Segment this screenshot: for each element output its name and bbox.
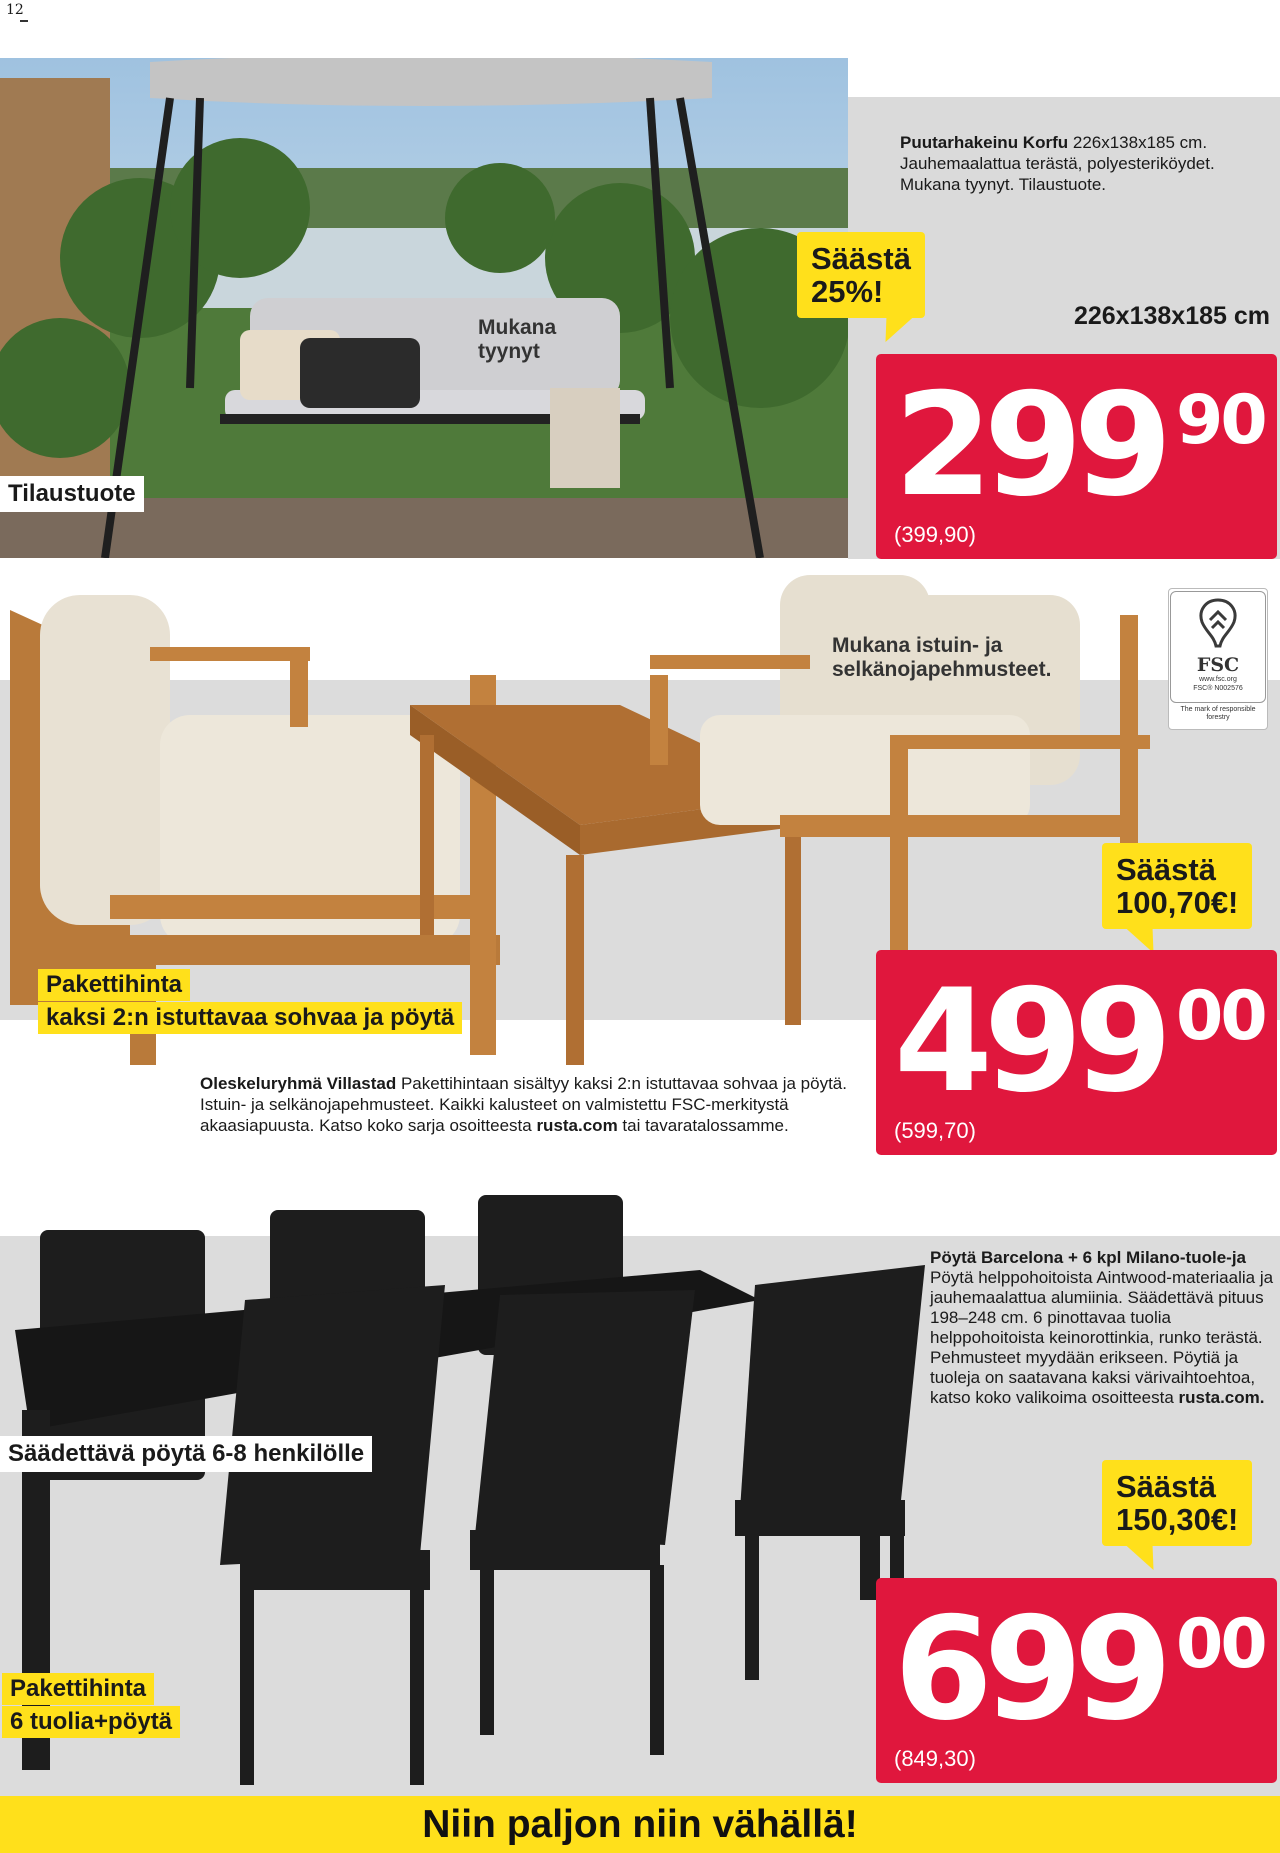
fsc-code: FSC® N002576 xyxy=(1193,685,1243,692)
fsc-name: FSC xyxy=(1196,654,1240,676)
swing-title: Puutarhakeinu Korfu xyxy=(900,133,1069,152)
dining-price-cents: 00 xyxy=(1176,1605,1265,1684)
swing-cushions-note: Mukana tyynyt xyxy=(478,316,557,363)
lounge-package-tag-line1: Pakettihinta xyxy=(38,969,190,1001)
dining-price-old: (849,30) xyxy=(894,1746,976,1771)
dining-desc-text: Pöytä helppohoitoista Aintwood-materiaalia ja jauhemaalattua alumiinia. Säädettävä pituus 198–248 cm. 6 pinottavaa tuolia helppohoitoista keinorottinkia, runko terästä. Pehmusteet myydään erikseen. Pöytiä ja tuoleja on saatavana kaksi värivaihtoehtoa, katso koko valikoima osoitteesta xyxy=(930,1268,1274,1407)
dining-adjustable-tag: Säädettävä pöytä 6-8 henkilölle xyxy=(0,1436,372,1472)
fsc-logo xyxy=(1168,588,1268,730)
lounge-link[interactable]: rusta.com xyxy=(536,1116,618,1135)
page-mark xyxy=(20,20,28,22)
fsc-tree-icon xyxy=(1190,596,1246,650)
lounge-title: Oleskeluryhmä Villastad xyxy=(200,1074,397,1093)
swing-order-tag: Tilaustuote xyxy=(0,476,144,512)
page-number: 12 xyxy=(6,2,24,18)
swing-price-main: 299 xyxy=(894,363,1164,528)
footer-slogan: Niin paljon niin vähällä! xyxy=(0,1796,1280,1853)
dining-saving-bubble: Säästä 150,30€! xyxy=(1102,1460,1252,1546)
swing-size: 226x138x185 cm. xyxy=(1072,133,1208,152)
lounge-saving-bubble: Säästä 100,70€! xyxy=(1102,843,1252,929)
lounge-desc-text: Pakettihintaan sisältyy kaksi 2:n istuttavaa sohvaa ja pöytä. Istuin- ja selkänojapehmusteet. Kaikki kalusteet on valmistettu FSC-merkitystä akaasiapuusta. Katso koko sarja osoitteesta xyxy=(200,1074,847,1135)
swing-dimensions: 226x138x185 cm xyxy=(1073,302,1270,330)
swing-saving-bubble: Säästä 25%! xyxy=(797,232,925,318)
dining-description xyxy=(930,1248,1275,1408)
dining-package-tag-line1: Pakettihinta xyxy=(2,1673,154,1705)
swing-desc-line2: Jauhemaalattua terästä, polyesteriköydet. xyxy=(900,154,1215,173)
swing-description xyxy=(900,132,1280,195)
fsc-footer: The mark of responsible forestry xyxy=(1180,706,1256,721)
lounge-cushions-note: Mukana istuin- ja selkänojapehmusteet. xyxy=(832,634,1052,681)
lounge-price-box xyxy=(876,950,1277,1155)
swing-desc-line3: Mukana tyynyt. Tilaustuote. xyxy=(900,175,1106,194)
dining-package-tag-line2: 6 tuolia+pöytä xyxy=(2,1706,180,1738)
lounge-price-main: 499 xyxy=(894,959,1164,1124)
swing-price-box xyxy=(876,354,1277,559)
lounge-price-old: (599,70) xyxy=(894,1118,976,1143)
dining-link[interactable]: rusta.com. xyxy=(1178,1388,1265,1407)
lounge-description xyxy=(200,1073,860,1136)
swing-price-cents: 90 xyxy=(1176,381,1265,460)
lounge-package-tag-line2: kaksi 2:n istuttavaa sohvaa ja pöytä xyxy=(38,1002,462,1034)
lounge-price-cents: 00 xyxy=(1176,977,1265,1056)
fsc-site: www.fsc.org xyxy=(1199,676,1237,683)
lounge-desc-end: tai tavaratalossamme. xyxy=(617,1116,789,1135)
swing-price-old: (399,90) xyxy=(894,522,976,547)
dining-price-box xyxy=(876,1578,1277,1783)
dining-price-main: 699 xyxy=(894,1587,1164,1752)
dining-title: Pöytä Barcelona + 6 kpl Milano-tuole-ja xyxy=(930,1248,1246,1267)
